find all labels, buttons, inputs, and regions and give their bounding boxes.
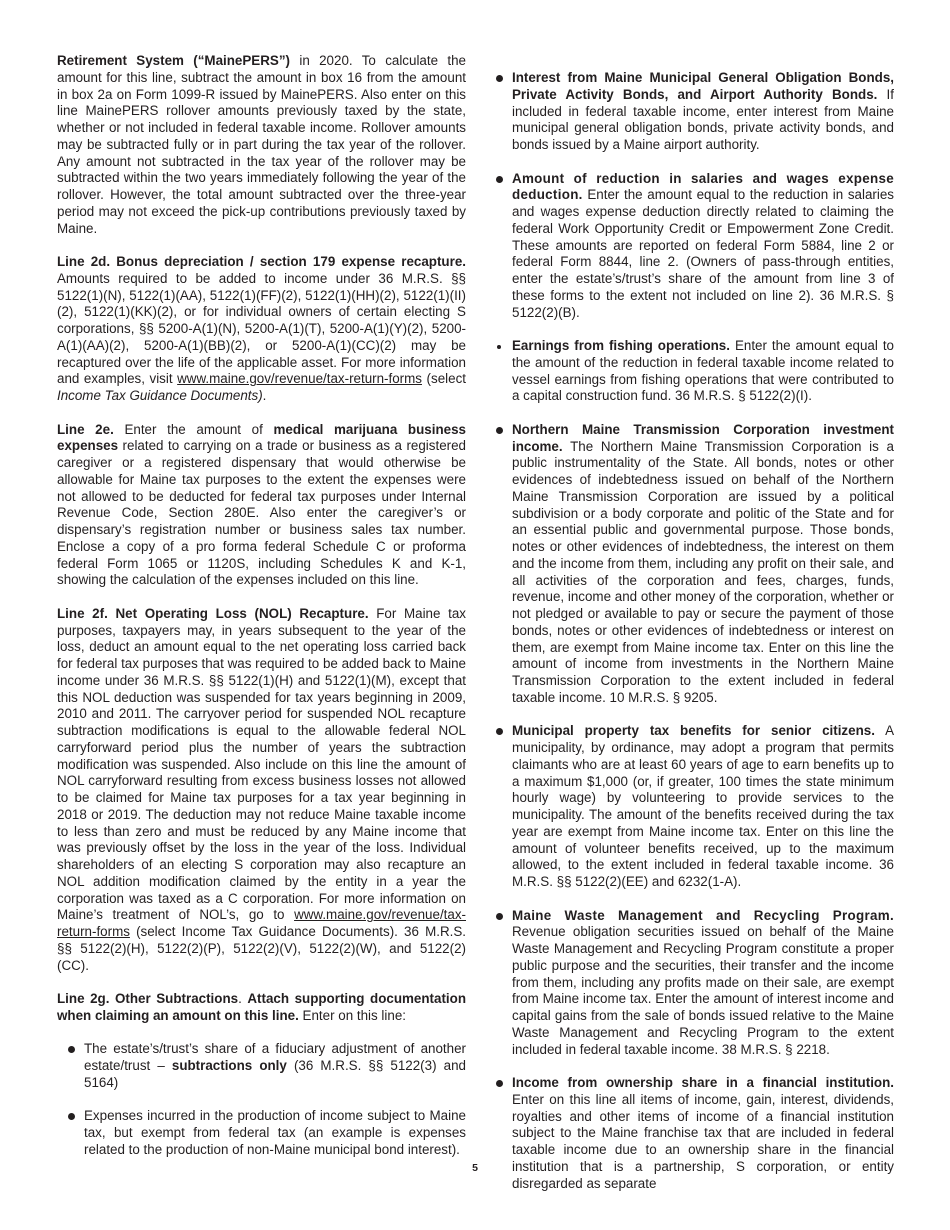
line-2d-end: . [262, 388, 267, 403]
left-column [57, 53, 466, 1175]
bullet-heading: Amount of reduction in salaries and wages expense deduction. [512, 170, 894, 203]
line-2f-paragraph [57, 606, 466, 975]
list-item [494, 338, 894, 405]
bullet-text: The estate’s/trust’s share of a fiduciary adjustment of another estate/trust – [84, 1041, 466, 1073]
line-2e-heading: Line 2e. [57, 421, 114, 437]
mainepers-lead: Retirement System (“MainePERS”) [57, 53, 290, 68]
line-2g-paragraph [57, 991, 466, 1025]
bullet-bold: subtractions only [171, 1058, 287, 1073]
line-2g-bold-note: Attach supporting documentation when claiming an amount on this line. [57, 991, 466, 1023]
line-2d-text: Amounts required to be added to income under 36 M.R.S. §§ 5122(1)(N), 5122(1)(AA), 5122(1)(FF)(2), 5122(1)(HH)(2), 5122(1)(II)(2), 5122(1)(KK)(2), or for individual owners of certain electing S corporations, §§ 5200-A(1)(N), 5200-A(1)(T), 5200-A(1)(Y)(2), 5200-A(1)(AA)(2), 5200-A(1)(BB)(2), or 5200-A(1)(CC)(2) may be recaptured over the life of the applicable asset. For more information and examples, visit [57, 270, 466, 387]
line-2d-paragraph [57, 254, 466, 405]
line-2f-after-link: (select Income Tax Guidance Documents). 36 M.R.S. §§ 5122(2)(H), 5122(2)(P), 5122(2)(V), 5122(2)(W), and 5122(2)(CC). [57, 924, 466, 973]
right-column [494, 70, 894, 1209]
bullet-icon [497, 345, 501, 349]
bullet-icon [68, 1046, 75, 1053]
bullet-text: If included in federal taxable income, enter interest from Maine municipal general obligation bonds, private activity bonds, and bonds issued by a Maine airport authority. [512, 86, 895, 152]
list-item [57, 1041, 466, 1091]
bullet-heading: Northern Maine Transmission Corporation investment income. [512, 421, 894, 454]
bullet-heading: Earnings from fishing operations. [512, 338, 730, 353]
page-number: 5 [472, 1162, 478, 1174]
list-item [494, 70, 894, 154]
line-2g-bullet-list [57, 1041, 466, 1158]
bullet-icon [496, 913, 503, 920]
bullet-heading: Municipal property tax benefits for senior citizens. [512, 723, 875, 739]
line-2f-heading: Line 2f. Net Operating Loss (NOL) Recapture. [57, 605, 369, 621]
list-item [494, 908, 894, 1059]
tax-return-forms-link-2[interactable]: www.maine.gov/revenue/tax-return-forms [57, 907, 466, 939]
line-2e-text1: Enter the amount of [113, 421, 274, 437]
line-2g-text: Enter on this line: [298, 1007, 406, 1023]
bullet-icon [496, 75, 503, 82]
line-2g-heading: Line 2g. Other Subtractions [57, 991, 239, 1006]
bullet-text-2: (36 M.R.S. §§ 5122(3) and 5164) [84, 1058, 466, 1090]
list-item [57, 1108, 466, 1158]
line-2d-heading: Line 2d. Bonus depreciation / section 179 expense recapture. [57, 254, 466, 269]
list-item [494, 422, 894, 707]
bullet-heading: Maine Waste Management and Recycling Program. [512, 907, 894, 923]
bullet-icon [496, 176, 503, 183]
bullet-icon [496, 728, 503, 735]
bullet-text: Enter the amount equal to the reduction in salaries and wages expense deduction directly related to claiming the federal Work Opportunity Credit or Empowerment Zone Credit. These amounts are reported on federal Form 5884, line 2 or federal Form 8844, line 2. (Owners of pass-through entities, enter the estate’s/trust’s share of the amount from line 3 of these forms to the extent not included on line 2). 36 M.R.S. § 5122(2)(B). [512, 187, 894, 320]
line-2e-bold: medical marijuana business expenses [57, 421, 466, 454]
mainepers-text: in 2020. To calculate the amount for this line, subtract the amount in box 16 from the amount in box 2a on Form 1099-R issued by MainePERS. Also enter on this line MainePERS rollover amounts previously taxed by the state, whether or not included in federal taxable income. Rollover amounts may be subtracted fully or in part during the tax year of the rollover. Any amount not subtracted in the tax year of the rollover may be subtracted within the two years immediately following the year of the rollover. However, the total amount subtracted over the three-year period may not exceed the pick-up contributions previously taxed by Maine. [57, 53, 467, 236]
line-2g-period: . [238, 991, 248, 1006]
list-item [494, 723, 894, 891]
bullet-text: Expenses incurred in the production of income subject to Maine tax, but exempt from federal tax (an example is expenses related to the production of non-Maine municipal bond interest). [84, 1108, 466, 1157]
bullet-text: Revenue obligation securities issued on behalf of the Maine Waste Management and Recycling Program constitute a proper public purpose and the securities, their transfer and the income from them, including any profits made on their sale, are exempt from Maine income tax. Enter the amount of interest income and capital gains from the sale of bonds issued relative to the Maine Waste Management and Recycling Program to the extent included in federal taxable income. 38 M.R.S. § 2218. [512, 924, 894, 1057]
tax-return-forms-link[interactable]: www.maine.gov/revenue/tax-return-forms [177, 371, 422, 387]
line-2d-after-link: (select [421, 371, 466, 387]
bullet-heading: Interest from Maine Municipal General Obligation Bonds, Private Activity Bonds, and Airport Authority Bonds. [512, 70, 894, 102]
list-item [494, 171, 894, 322]
bullet-text: Enter on this line all items of income, gain, interest, dividends, royalties and other items of income of a financial institution subject to the Maine franchise tax that are included in federal taxable income due to an ownership share in the financial institution that is a partnership, S corporation, or entity disregarded as separate [512, 1091, 894, 1191]
bullet-icon [496, 1080, 503, 1087]
subtractions-bullet-list [494, 70, 894, 1192]
line-2f-text: For Maine tax purposes, taxpayers may, in years subsequent to the year of the loss, deduct an amount equal to the net operating loss carried back for federal tax purposes that was required to be added back to Maine income under 36 M.R.S. §§ 5122(1)(H) and 5122(1)(M), except that this NOL deduction was suspended for tax years beginning in 2009, 2010 and 2011. The carryover period for suspended NOL recapture subtraction modifications is equal to the allowable federal NOL carryforward period plus the number of years the subtraction modification was suspended. Also include on this line the amount of NOL carryforward resulting from excess business losses not allowed to be claimed for Maine tax purposes for a tax year beginning in 2018 or 2019. The deduction may not reduce Maine taxable income to less than zero and must be reduced by any Maine income that was previously offset by the loss in the year of the loss. Individual shareholders of an electing S corporation may also recapture an NOL addition modification claimed by the entity in a year the corporation was taxed as a C corporation. For more information on Maine’s treatment of NOL’s, go to [57, 605, 466, 923]
line-2d-italic: Income Tax Guidance Documents) [57, 388, 263, 403]
bullet-text: The Northern Maine Transmission Corporation is a public instrumentality of the State. All bonds, notes or other evidences of indebtedness issued on behalf of the Northern Maine Transmission Corporation are issued by a political subdivision or a body corporate and politic of the State and for an essential public and governmental purpose. Those bonds, notes or other evidences of indebtedness, the interest on them and the income from them, including any profit on their sale, and all activities of the corporation and fees, charges, funds, revenue, income and other money of the corporation, whether or not pledged or available to pay or secure the payment of those bonds, notes or other evidences of indebtedness or interest on them, are exempt from Maine income tax. Enter on this line the amount of income from investments in the Northern Maine Transmission Corporation to the extent included in federal taxable income. 10 M.R.S. § 9205. [512, 438, 894, 705]
bullet-text: Enter the amount equal to the amount of the reduction in federal taxable income related to vessel earnings from fishing operations that were contributed to a capital construction fund. 36 M.R.S. § 5122(2)(I). [512, 338, 894, 404]
bullet-text: A municipality, by ordinance, may adopt a program that permits claimants who are at least 60 years of age to earn benefits up to a maximum $1,000 (or, if greater, 100 times the state minimum hourly wage) by volunteering to provide services to the municipality. The amount of the benefits received during the tax year are exempt from Maine income tax. Enter on this line the amount of volunteer benefits received, up to the maximum allowed, to the extent included in federal taxable income. 36 M.R.S. §§ 5122(2)(EE) and 6232(1-A). [512, 723, 894, 889]
bullet-heading: Income from ownership share in a financial institution. [512, 1075, 894, 1090]
line-2e-text2: related to carrying on a trade or business as a registered caregiver or a registered dispensary that would otherwise be allowable for Maine tax purposes to the extent the expenses were not allowed to be deducted for federal tax purposes under Internal Revenue Code, Section 280E. Also enter the caregiver’s or dispensary’s registration number or business sales tax number. Enclose a copy of a pro forma federal Schedule C or proforma federal Form 1065 or 1120S, including Schedules K and K-1, showing the calculation of the expenses included on this line. [57, 438, 466, 588]
line-2e-paragraph [57, 422, 466, 590]
bullet-icon [496, 427, 503, 434]
bullet-icon [68, 1113, 75, 1120]
mainepers-paragraph [57, 53, 466, 237]
